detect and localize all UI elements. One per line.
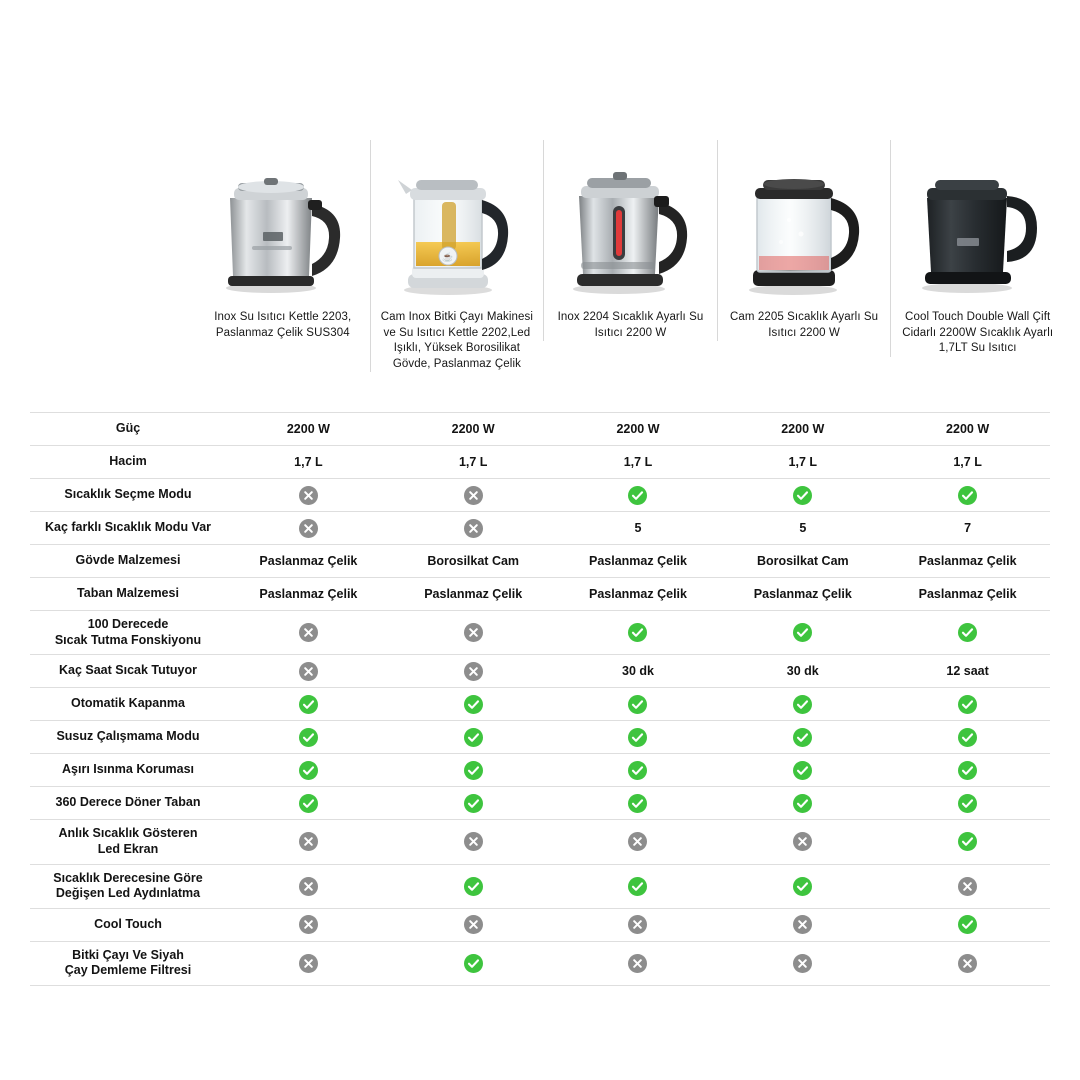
check-icon: [958, 832, 977, 851]
feature-label: Anlık Sıcaklık Gösteren Led Ekran: [30, 820, 226, 864]
status-no: [391, 512, 556, 545]
check-icon: [299, 695, 318, 714]
cell-value: 1,7 L: [885, 446, 1050, 479]
product-column-5: [890, 140, 1064, 357]
table-row: [30, 721, 1050, 754]
table-row: [30, 512, 1050, 545]
status-yes: [391, 721, 556, 754]
feature-label: Kaç farklı Sıcaklık Modu Var: [30, 512, 226, 545]
kettle-glass-2202-icon: [377, 140, 537, 300]
table-row: [30, 787, 1050, 820]
status-yes: [885, 688, 1050, 721]
status-yes: [226, 787, 391, 820]
status-yes: [556, 688, 721, 721]
status-no: [226, 479, 391, 512]
cell-value: 1,7 L: [391, 446, 556, 479]
status-no: [556, 941, 721, 985]
table-row: [30, 578, 1050, 611]
status-yes: [720, 754, 885, 787]
check-icon: [958, 623, 977, 642]
status-yes: [720, 479, 885, 512]
status-no: [226, 820, 391, 864]
status-yes: [556, 754, 721, 787]
status-yes: [556, 864, 721, 908]
feature-label: Güç: [30, 413, 226, 446]
table-row: [30, 611, 1050, 655]
product-caption: Inox 2204 Sıcaklık Ayarlı Su Isıtıcı 2200 W: [557, 311, 704, 339]
table-row: [30, 864, 1050, 908]
check-icon: [793, 761, 812, 780]
status-no: [226, 512, 391, 545]
status-yes: [720, 611, 885, 655]
check-icon: [299, 728, 318, 747]
check-icon: [958, 794, 977, 813]
comparison-table: [30, 412, 1050, 986]
status-yes: [391, 754, 556, 787]
cell-value: 1,7 L: [226, 446, 391, 479]
feature-label: Bitki Çayı Ve Siyah Çay Demleme Filtresi: [30, 941, 226, 985]
cell-value: Paslanmaz Çelik: [556, 578, 721, 611]
status-yes: [556, 721, 721, 754]
table-row: [30, 545, 1050, 578]
table-row: [30, 941, 1050, 985]
cross-icon: [299, 519, 318, 538]
table-row: [30, 908, 1050, 941]
cell-value: Paslanmaz Çelik: [720, 578, 885, 611]
status-yes: [885, 721, 1050, 754]
status-yes: [391, 787, 556, 820]
cell-value: Paslanmaz Çelik: [226, 545, 391, 578]
cross-icon: [464, 623, 483, 642]
table-body: [30, 413, 1050, 986]
cross-icon: [628, 954, 647, 973]
status-yes: [720, 721, 885, 754]
cross-icon: [958, 877, 977, 896]
table-row: [30, 688, 1050, 721]
table-row: [30, 413, 1050, 446]
cross-icon: [464, 486, 483, 505]
feature-label: Gövde Malzemesi: [30, 545, 226, 578]
kettle-black-cooltouch-icon: [898, 140, 1058, 300]
check-icon: [793, 877, 812, 896]
product-caption: Inox Su Isıtıcı Kettle 2203, Paslanmaz Çelik SUS304: [214, 311, 352, 339]
check-icon: [628, 877, 647, 896]
status-no: [391, 611, 556, 655]
feature-label: Taban Malzemesi: [30, 578, 226, 611]
status-no: [720, 908, 885, 941]
feature-label: Otomatik Kapanma: [30, 688, 226, 721]
cell-value: 1,7 L: [556, 446, 721, 479]
check-icon: [958, 486, 977, 505]
feature-label: 100 Derecede Sıcak Tutma Fonskiyonu: [30, 611, 226, 655]
status-no: [226, 655, 391, 688]
cross-icon: [958, 954, 977, 973]
check-icon: [464, 794, 483, 813]
cell-value: 2200 W: [226, 413, 391, 446]
status-yes: [556, 787, 721, 820]
table-row: [30, 655, 1050, 688]
cell-value: 1,7 L: [720, 446, 885, 479]
status-yes: [226, 721, 391, 754]
status-no: [556, 820, 721, 864]
status-no: [391, 820, 556, 864]
feature-label: Kaç Saat Sıcak Tutuyor: [30, 655, 226, 688]
cross-icon: [299, 877, 318, 896]
check-icon: [793, 623, 812, 642]
cell-value: Paslanmaz Çelik: [885, 545, 1050, 578]
cell-value: Borosilkat Cam: [391, 545, 556, 578]
status-no: [556, 908, 721, 941]
check-icon: [793, 486, 812, 505]
status-no: [226, 908, 391, 941]
table-row: [30, 820, 1050, 864]
cell-value: 12 saat: [885, 655, 1050, 688]
status-yes: [885, 754, 1050, 787]
status-yes: [226, 688, 391, 721]
check-icon: [958, 695, 977, 714]
check-icon: [464, 877, 483, 896]
cell-value: 5: [556, 512, 721, 545]
status-yes: [391, 941, 556, 985]
cell-value: Paslanmaz Çelik: [226, 578, 391, 611]
check-icon: [958, 728, 977, 747]
status-yes: [885, 908, 1050, 941]
cross-icon: [299, 832, 318, 851]
table-row: [30, 446, 1050, 479]
cell-value: 30 dk: [720, 655, 885, 688]
cell-value: 30 dk: [556, 655, 721, 688]
status-yes: [556, 479, 721, 512]
feature-label: Cool Touch: [30, 908, 226, 941]
status-no: [226, 941, 391, 985]
check-icon: [628, 623, 647, 642]
check-icon: [628, 794, 647, 813]
product-column-4: [717, 140, 891, 341]
status-yes: [226, 754, 391, 787]
cell-value: Paslanmaz Çelik: [391, 578, 556, 611]
feature-label: Susuz Çalışmama Modu: [30, 721, 226, 754]
status-yes: [885, 479, 1050, 512]
cross-icon: [464, 662, 483, 681]
kettle-glass-2205-icon: [724, 140, 884, 300]
product-column-1: [196, 140, 370, 341]
product-column-2: [370, 140, 544, 372]
cell-value: Paslanmaz Çelik: [885, 578, 1050, 611]
status-no: [885, 941, 1050, 985]
product-column-3: [543, 140, 717, 341]
check-icon: [958, 761, 977, 780]
check-icon: [299, 794, 318, 813]
product-caption: Cool Touch Double Wall Çift Cidarlı 2200W Sıcaklık Ayarlı 1,7LT Su Isıtıcı: [902, 311, 1054, 355]
check-icon: [958, 915, 977, 934]
cross-icon: [628, 832, 647, 851]
table-row: [30, 479, 1050, 512]
check-icon: [299, 761, 318, 780]
feature-label: Sıcaklık Derecesine Göre Değişen Led Aydınlatma: [30, 864, 226, 908]
status-yes: [885, 611, 1050, 655]
status-yes: [885, 820, 1050, 864]
check-icon: [628, 695, 647, 714]
table-row: [30, 754, 1050, 787]
product-caption: Cam 2205 Sıcaklık Ayarlı Su Isıtıcı 2200 W: [729, 311, 879, 339]
svg-text:☕: ☕: [442, 252, 454, 262]
kettle-inox-2203-icon: [203, 140, 363, 300]
cross-icon: [464, 832, 483, 851]
cell-value: 5: [720, 512, 885, 545]
feature-label: Sıcaklık Seçme Modu: [30, 479, 226, 512]
cell-value: 2200 W: [391, 413, 556, 446]
status-yes: [391, 688, 556, 721]
check-icon: [793, 794, 812, 813]
cross-icon: [628, 915, 647, 934]
cell-value: Borosilkat Cam: [720, 545, 885, 578]
status-no: [226, 864, 391, 908]
status-no: [885, 864, 1050, 908]
check-icon: [464, 728, 483, 747]
feature-label: Hacim: [30, 446, 226, 479]
product-header-row: [196, 140, 1064, 372]
status-yes: [556, 611, 721, 655]
status-yes: [720, 688, 885, 721]
check-icon: [628, 728, 647, 747]
check-icon: [464, 954, 483, 973]
check-icon: [793, 695, 812, 714]
cross-icon: [793, 954, 812, 973]
status-no: [391, 655, 556, 688]
check-icon: [628, 761, 647, 780]
status-yes: [885, 787, 1050, 820]
cross-icon: [299, 662, 318, 681]
status-no: [720, 941, 885, 985]
status-no: [391, 479, 556, 512]
status-no: [391, 908, 556, 941]
cross-icon: [299, 623, 318, 642]
kettle-inox-2204-icon: [550, 140, 710, 300]
cross-icon: [299, 915, 318, 934]
cell-value: 2200 W: [720, 413, 885, 446]
cell-value: 2200 W: [556, 413, 721, 446]
product-caption: Cam Inox Bitki Çayı Makinesi ve Su Isıtıcı Kettle 2202,Led Işıklı, Yüksek Borosilikat Gövde, Paslanmaz Çelik: [380, 311, 534, 370]
cross-icon: [793, 832, 812, 851]
status-yes: [720, 787, 885, 820]
cell-value: 2200 W: [885, 413, 1050, 446]
cross-icon: [464, 915, 483, 934]
cross-icon: [464, 519, 483, 538]
check-icon: [628, 486, 647, 505]
feature-label: 360 Derece Döner Taban: [30, 787, 226, 820]
cell-value: Paslanmaz Çelik: [556, 545, 721, 578]
status-no: [720, 820, 885, 864]
status-yes: [391, 864, 556, 908]
status-yes: [720, 864, 885, 908]
cross-icon: [299, 954, 318, 973]
status-no: [226, 611, 391, 655]
check-icon: [464, 695, 483, 714]
check-icon: [464, 761, 483, 780]
cross-icon: [299, 486, 318, 505]
cross-icon: [793, 915, 812, 934]
cell-value: 7: [885, 512, 1050, 545]
feature-label: Aşırı Isınma Koruması: [30, 754, 226, 787]
check-icon: [793, 728, 812, 747]
